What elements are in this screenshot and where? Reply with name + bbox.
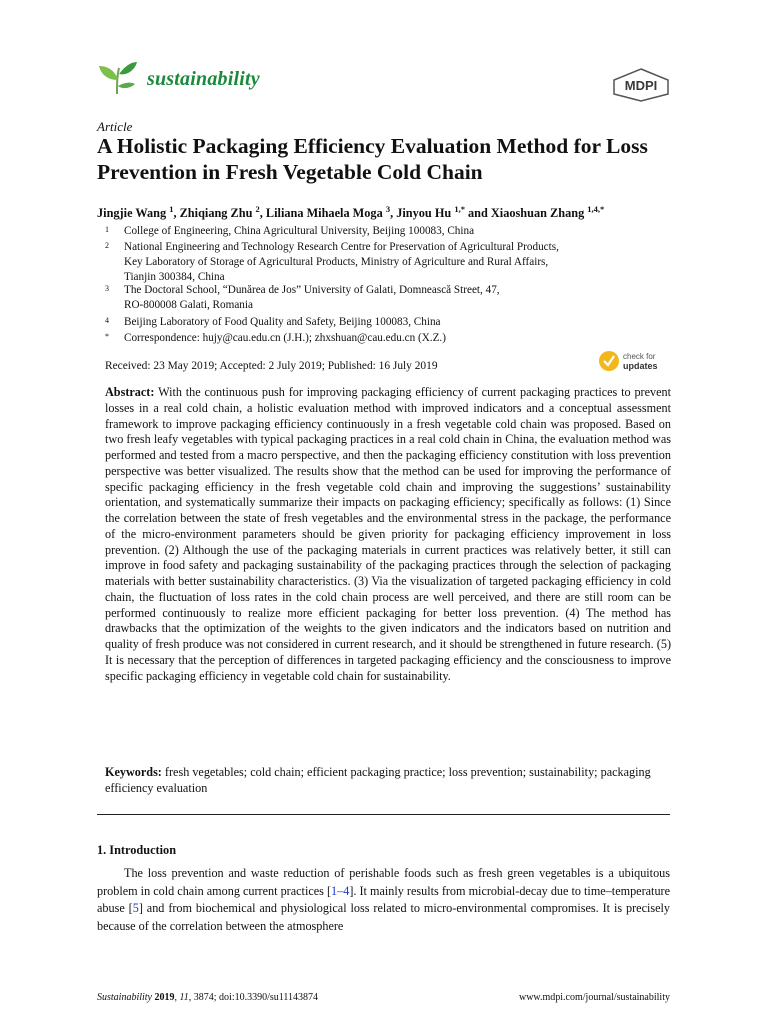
intro-text-2: ]. It mainly results from microbial-decay due to time–temperature abuse [ bbox=[97, 883, 670, 915]
section-divider bbox=[97, 814, 670, 815]
citation-link[interactable]: 1–4 bbox=[331, 883, 350, 898]
badge-line1: check for bbox=[623, 352, 656, 361]
affiliation-number: 4 bbox=[105, 316, 109, 325]
author-separator: , bbox=[390, 206, 397, 221]
footer-doi: , 3874; doi:10.3390/su11143874 bbox=[188, 992, 319, 1003]
check-for-updates-icon bbox=[598, 349, 670, 373]
affiliation-text: Beijing Laboratory of Food Quality and Safety, Beijing 100083, China bbox=[124, 316, 441, 328]
abstract-label: Abstract: bbox=[105, 385, 155, 399]
footer-year: 2019 bbox=[154, 992, 175, 1003]
article-type: Article bbox=[97, 119, 133, 134]
author-list bbox=[97, 201, 677, 221]
intro-text-1: The loss prevention and waste reduction of perishable foods such as fresh green vegetables is a ubiquitous problem in cold chain among current practices [ bbox=[97, 866, 670, 898]
author-name[interactable]: Jingjie Wang bbox=[97, 206, 170, 221]
footer-url[interactable]: www.mdpi.com/journal/sustainability bbox=[518, 992, 670, 1003]
author-name[interactable]: Zhiqiang Zhu bbox=[179, 206, 256, 221]
affiliation-text: National Engineering and Technology Research Centre for Preservation of Agricultural Products, bbox=[124, 241, 559, 253]
check-for-updates-badge[interactable] bbox=[598, 349, 670, 373]
affiliation-text: Tianjin 300384, China bbox=[124, 271, 225, 283]
author-name[interactable]: Jinyou Hu bbox=[396, 206, 455, 221]
author-affiliation-marker: 1,* bbox=[454, 204, 465, 214]
affiliation-text: RO-800008 Galati, Romania bbox=[124, 299, 253, 311]
affiliation-number: 2 bbox=[105, 241, 109, 250]
journal-name: sustainability bbox=[147, 68, 260, 90]
introduction-paragraph bbox=[97, 865, 670, 935]
affiliation-text: Key Laboratory of Storage of Agricultural Products, Ministry of Agriculture and Rural Affairs, bbox=[124, 256, 549, 268]
affiliation-text: The Doctoral School, “Dunărea de Jos” University of Galati, Domnească Street, 47, bbox=[124, 284, 500, 296]
section-heading: 1. Introduction bbox=[97, 843, 177, 857]
author-name[interactable]: Xiaoshuan Zhang bbox=[490, 206, 588, 221]
author-affiliation-marker: 3 bbox=[385, 204, 391, 214]
affiliation-number: 1 bbox=[105, 225, 109, 234]
abstract bbox=[105, 385, 671, 684]
citation-link[interactable]: 5 bbox=[132, 901, 139, 915]
abstract-text: With the continuous push for improving packaging efficiency of current packaging practices to prevent losses in a real cold chain, a holistic evaluation method with improved indicators and a conceptual assessment framework to improve packaging efficiency continuously in a fresh vegetable cold chain was proposed. Based on two fresh leafy vegetables with typical packaging practices in a real cold chain in China, the evaluation method was performed and tested from a macro perspective, and then the packaging efficiency constitution with loss prevention perspective was better visualized. The results show that the method can be used for improving the performance of specific packaging efficiency in the fresh vegetable cold chain and improving the suggestions’ sustainability orientation, and systematically summarize their impacts on packaging efficiency; specifically as follows: (1) Since the correlation between the state of fresh vegetables and the environmental stress in the package, the performance of the micro-environment parameters should be given priority for packaging efficiency improvement in loss prevention. (2) Although the use of the packaging materials in current practices was relatively better, it still can improve in food safety and packaging sustainability of the packaging practices through the selection of packaging materials with better sustainability characteristics. (3) Via the visualization of targeted packaging efficiency in cold chain, the fluctuation of loss rates in the cold chain process are well perceived, and there are still room can be performed continuously to realize more efficient packaging for better loss prevention. (4) The method has drawbacks that the optimization of the weights to the given indicators and the indicators based on nutrition and quality of fresh produce was not considered in current research, and it should be strengthened in future research. (5) It is necessary that the perception of differences in targeted packaging efficiency and the consciousness to improve specific packaging efficiency in vegetable cold chain for sustainability. bbox=[105, 385, 671, 683]
journal-leaf-logo-icon bbox=[97, 58, 139, 96]
affiliation-text: Correspondence: hujy@cau.edu.cn (J.H.); zhxshuan@cau.edu.cn (X.Z.) bbox=[124, 332, 446, 344]
footer-volume: 11 bbox=[179, 992, 189, 1003]
affiliation-number: * bbox=[105, 332, 109, 341]
badge-line2: updates bbox=[623, 361, 658, 371]
footer-citation: Sustainability 2019, 11, 3874; doi:10.3390/su11143874 bbox=[97, 992, 319, 1003]
publisher-logo bbox=[612, 68, 670, 102]
publication-dates: Received: 23 May 2019; Accepted: 2 July 2019; Published: 16 July 2019 bbox=[105, 360, 438, 372]
author-separator: , bbox=[173, 206, 180, 221]
keywords-text: fresh vegetables; cold chain; efficient packaging practice; loss prevention; sustainability; packaging efficiency evaluation bbox=[105, 765, 651, 795]
author-separator: and bbox=[464, 206, 491, 221]
svg-text:MDPI: MDPI bbox=[624, 78, 658, 93]
affiliation-number: 3 bbox=[105, 284, 109, 293]
intro-text-3: ] and from biochemical and physiological loss related to micro-environmental compromises. It is precisely because of the correlation between the atmosphere bbox=[97, 901, 671, 933]
author-name[interactable]: Liliana Mihaela Moga bbox=[265, 206, 386, 221]
author-separator: , bbox=[259, 206, 266, 221]
article-title: A Holistic Packaging Efficiency Evaluation Method for Loss Prevention in Fresh Vegetable Cold Chain bbox=[97, 134, 648, 184]
keywords-label: Keywords: bbox=[105, 765, 162, 779]
keywords bbox=[105, 765, 671, 797]
affiliation-text: College of Engineering, China Agricultural University, Beijing 100083, China bbox=[124, 225, 475, 237]
footer-journal: Sustainability bbox=[97, 992, 152, 1003]
author-affiliation-marker: 1,4,* bbox=[587, 204, 605, 214]
author-affiliation-marker: 1 bbox=[169, 204, 174, 214]
author-affiliation-marker: 2 bbox=[255, 204, 260, 214]
